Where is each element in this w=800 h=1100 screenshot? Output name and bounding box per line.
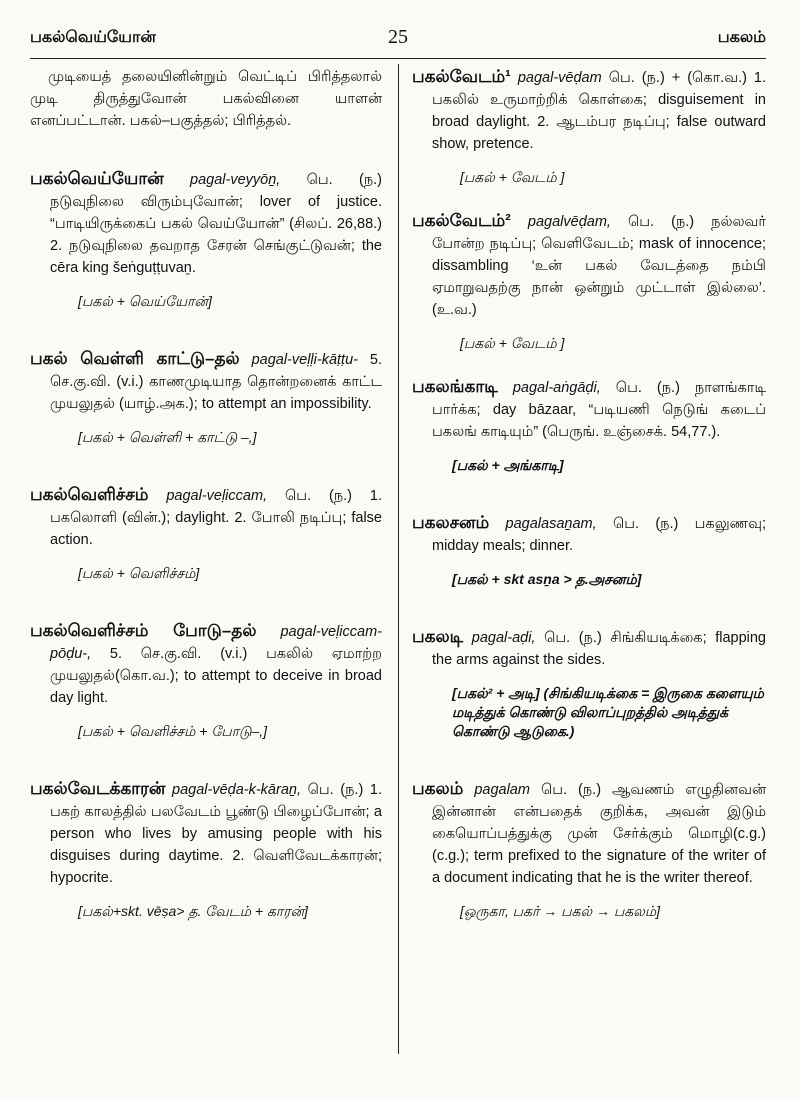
entry-definition: பெ. (ந.) சிங்கியடிக்கை; flapping the arms against the sides. xyxy=(432,630,766,668)
entry-headword: பகலங்காடி xyxy=(412,377,498,396)
entry-definition: பெ. (ந.) 1. பகற் காலத்தில் பலவேடம் பூண்டு பிழைப்போன்; a person who lives by amusing people with his disguises during daytime. 2. வெளிவேடக்காரன்; hypocrite. xyxy=(50,782,382,886)
entry-headword: பகலடி xyxy=(412,627,464,646)
entry-etymology: [பகல் + வேடம் ] xyxy=(460,169,565,185)
entry-pagal-adi xyxy=(412,626,766,742)
page-number: 25 xyxy=(388,26,408,48)
entry-headword: பகல் வெள்ளி காட்டு–தல் xyxy=(30,349,240,368)
header-rule xyxy=(30,58,766,59)
entry-etymology: [பகல் + skt asṉa > த.அசனம்] xyxy=(452,571,642,587)
entry-etymology: [பகல் + வேடம் ] xyxy=(460,335,565,351)
entry-pagal-velli-kattu xyxy=(30,348,382,448)
entry-pagal-veliccam-podu xyxy=(30,620,382,742)
entry-etymology: [பகல் + வெய்யோன்] xyxy=(78,293,212,309)
entry-pagal-veyyon xyxy=(30,168,382,312)
entry-transliteration: pagalvēḍam, xyxy=(527,214,611,230)
entry-definition: 5. செ.கு.வி. (v.i.) பகலில் ஏமாற்ற முயலுதல்(கொ.வ.); to attempt to deceive in broad day light. xyxy=(50,646,383,706)
entry-pagal-veliccam xyxy=(30,484,382,584)
entry-definition: பெ. (ந.) ஆவணம் எழுதினவன் இன்னான் என்பதைக் குறிக்க, அவன் இடும் கையொப்பத்துக்கு முன் சேர்க்கும் மொழி(c.g.)(c.g.); term prefixed to the signature of the writer of a document indicating that he is the writer thereof. xyxy=(432,782,767,886)
entry-definition: பெ. (ந.) நாளங்காடி பார்க்க; day bāzaar, “படியணி நெடுங் கடைப் பகலங் காடியும்” (பெருங். உஞ்சைக். 54,77.). xyxy=(432,380,766,440)
entry-pagal-vedam-1 xyxy=(412,66,766,188)
entry-pagalasanam xyxy=(412,512,766,590)
entry-pagal-angadi xyxy=(412,376,766,476)
entry-pagal-vedam-2 xyxy=(412,210,766,354)
entry-transliteration: pagal-veḷḷi-kāṭṭu- xyxy=(251,352,358,368)
entry-definition: பெ. (ந.) பகலுணவு; midday meals; dinner. xyxy=(432,516,767,554)
entry-transliteration: pagalam xyxy=(474,782,530,798)
entry-headword: பகலம் xyxy=(412,779,464,798)
entry-transliteration: pagal-veḷiccam-pōḍu-, xyxy=(50,624,382,662)
entry-transliteration: pagal-vēḍa-k-kāraṉ, xyxy=(172,782,301,798)
entry-etymology: [பகல்+skt. vēṣa> த. வேடம் + காரன்] xyxy=(78,903,308,919)
entry-etymology: [பகல் + வெள்ளி + காட்டு –,] xyxy=(78,429,257,445)
entry-etymology: [பகல் + வெளிச்சம்] xyxy=(78,565,200,581)
entry-headword: பகல்வெய்யோன் xyxy=(30,169,164,188)
entry-transliteration: pagalasaṉam, xyxy=(505,516,597,532)
left-column xyxy=(30,66,382,922)
entry-transliteration: pagal-vēḍam xyxy=(517,70,602,86)
column-divider xyxy=(398,64,399,1054)
entry-headword: பகல்வேடம்² xyxy=(412,211,511,230)
entry-headword: பகல்வேடக்காரன் xyxy=(30,779,166,798)
page-header xyxy=(30,22,766,52)
entry-definition: 5. செ.கு.வி. (v.i.) காணமுடியாத தொன்றனைக் காட்ட முயலுதல் (யாழ்.அக.); to attempt an impossibility. xyxy=(50,352,382,412)
entry-transliteration: pagal-veḷiccam, xyxy=(166,488,268,504)
right-column xyxy=(412,66,766,922)
entry-transliteration: pagal-aṅgāḍi, xyxy=(512,380,601,396)
header-left-guideword: பகல்வெய்யோன் xyxy=(30,29,156,46)
continued-entry-text: முடியைத் தலையினின்றும் வெட்டிப் பிரித்தலால் முடி திருத்துவோன் பகல்வினை யாளன் எனப்பட்டான். பகல்–பகுத்தல்; பிரித்தல். xyxy=(30,69,382,129)
entry-etymology: [ஒருகா, பகர் → பகல் → பகலம்] xyxy=(460,903,661,919)
entry-definition: பெ. (ந.) நடுவுநிலை விரும்புவோன்; lover of justice. “பாடியிருக்கைப் பகல் வெய்யோன்” (சிலப். 26,88.) 2. நடுவுநிலை தவறாத சேரன் செங்குட்டுவன்; the cēra king šeṅguṭṭuvaṉ. xyxy=(50,172,382,276)
entry-definition: பெ. (ந.) நல்லவர் போன்ற நடிப்பு; வெளிவேடம்; mask of innocence; dissambling ‘உன் பகல் வேடத்தை நம்பி ஏமாறுவதற்கு நான் ஒன்றும் முட்டாள் இல்லை’. (உ.வ.) xyxy=(432,214,766,318)
entry-pagalam xyxy=(412,778,766,922)
entry-headword: பகல்வெளிச்சம் xyxy=(30,485,149,504)
entry-headword: பகல்வேடம்¹ xyxy=(412,67,511,86)
entry-transliteration: pagal-aḍi, xyxy=(471,630,536,646)
entry-definition: பெ. (ந.) + (கொ.வ.) 1. பகலில் உருமாற்றிக் கொள்கை; disguisement in broad daylight. 2. ஆடம்பர நடிப்பு; false outward show, pretence. xyxy=(432,70,767,152)
header-right-guideword: பகலம் xyxy=(717,29,766,46)
entry-transliteration: pagal-veyyōṉ, xyxy=(190,172,281,188)
entry-headword: பகல்வெளிச்சம் போடு–தல் xyxy=(30,621,257,640)
entry-headword: பகலசனம் xyxy=(412,513,490,532)
entry-pagal-veda-k-karan xyxy=(30,778,382,922)
entry-etymology: [பகல் + அங்காடி] xyxy=(452,457,564,473)
entry-etymology: [பகல்² + அடி] (சிங்கியடிக்கை = இருகை களையும் மடித்துக் கொண்டு விலாப்புறத்தில் அடித்துக் கொண்டு ஆடுகை.) xyxy=(452,685,764,739)
entry-etymology: [பகல் + வெளிச்சம் + போடு–,] xyxy=(78,723,268,739)
entry-definition: பெ. (ந.) 1. பகலொளி (வின்.); daylight. 2. போலி நடிப்பு; false action. xyxy=(50,488,382,548)
